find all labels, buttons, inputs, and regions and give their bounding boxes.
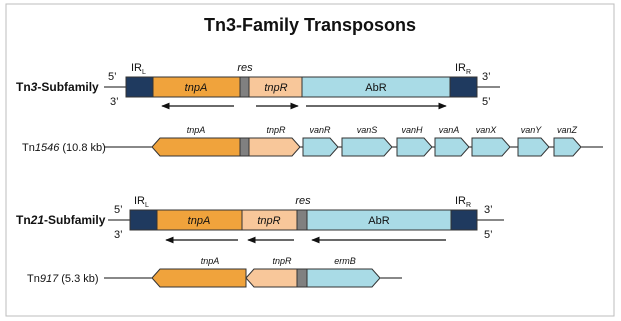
tn917-ermB-gene bbox=[307, 269, 380, 287]
tn3-three-prime-right: 3’ bbox=[482, 71, 491, 83]
page-title: Tn3-Family Transposons bbox=[203, 15, 417, 35]
tn3-abr-label: AbR bbox=[365, 82, 387, 94]
tn3-subfamily-label: Tn3-Subfamily bbox=[16, 80, 99, 94]
tn3-tnpA-label: tnpA bbox=[184, 82, 208, 94]
tn1546-tnpR-gene bbox=[249, 138, 300, 156]
tn1546-tnpA-gene bbox=[152, 138, 240, 156]
tn3-ir-right-box bbox=[450, 77, 477, 97]
tn917-ermB-label: ermB bbox=[334, 256, 356, 266]
tn21-tnpA-label: tnpA bbox=[187, 215, 211, 227]
tn21-ir-left-box bbox=[130, 210, 157, 230]
tn3-ir-left-label: $IR_L$ bbox=[131, 62, 146, 76]
tn3-ir-right-label: $IR_R$ bbox=[455, 62, 472, 76]
tn917-tnpR-gene bbox=[246, 269, 297, 287]
tn1546-vanY-label: vanY bbox=[520, 125, 542, 135]
tn1546-vanZ-label: vanZ bbox=[556, 125, 578, 135]
tn3-tnpR-label: tnpR bbox=[264, 82, 288, 94]
tn1546-vanX-gene bbox=[472, 138, 510, 156]
tn1546-vanH-label: vanH bbox=[401, 125, 423, 135]
tn3-five-prime-right: 5’ bbox=[482, 96, 491, 108]
tn3-three-prime-left: 3’ bbox=[110, 96, 119, 108]
tn21-abr-label: AbR bbox=[368, 215, 390, 227]
tn21-three-prime-right: 3’ bbox=[484, 204, 493, 216]
tn1546-vanS-label: vanS bbox=[356, 125, 378, 135]
tn917-res-site bbox=[297, 269, 307, 287]
tn21-ir-right-label: $IR_R$ bbox=[455, 195, 472, 209]
tn917-tnpA-gene bbox=[152, 269, 246, 287]
tn21-five-prime-left: 5’ bbox=[114, 204, 123, 216]
tn917-tnpA-label: tnpA bbox=[200, 256, 220, 266]
tn1546-tnpR-label: tnpR bbox=[266, 125, 286, 135]
tn21-res-box bbox=[297, 210, 307, 230]
tn21-ir-right-box bbox=[451, 210, 477, 230]
tn21-subfamily-label: Tn21-Subfamily bbox=[16, 213, 106, 227]
tn21-three-prime-left: 3’ bbox=[114, 229, 123, 241]
tn21-tnpR-label: tnpR bbox=[257, 215, 281, 227]
tn21-res-label: res bbox=[295, 195, 311, 207]
tn3-res-label: res bbox=[237, 62, 253, 74]
tn21-five-prime-right: 5’ bbox=[484, 229, 493, 241]
tn21-ir-left-label: $IR_L$ bbox=[134, 195, 149, 209]
tn1546-name: Tn1546 (10.8 kb) bbox=[22, 142, 106, 154]
tn1546-vanR-gene bbox=[303, 138, 338, 156]
tn1546-vanR-label: vanR bbox=[309, 125, 331, 135]
tn1546-res-site bbox=[240, 138, 249, 156]
tn1546-vanA-label: vanA bbox=[438, 125, 460, 135]
tn3-res-box bbox=[240, 77, 249, 97]
tn1546-vanA-gene bbox=[435, 138, 469, 156]
tn1546-vanH-gene bbox=[397, 138, 432, 156]
tn917-name: Tn917 (5.3 kb) bbox=[27, 273, 99, 285]
tn3-five-prime-left: 5’ bbox=[108, 71, 117, 83]
tn1546-tnpA-label: tnpA bbox=[186, 125, 206, 135]
tn1546-vanX-label: vanX bbox=[475, 125, 497, 135]
tn917-tnpR-label: tnpR bbox=[272, 256, 292, 266]
tn1546-vanS-gene bbox=[342, 138, 392, 156]
tn3-ir-left-box bbox=[126, 77, 153, 97]
